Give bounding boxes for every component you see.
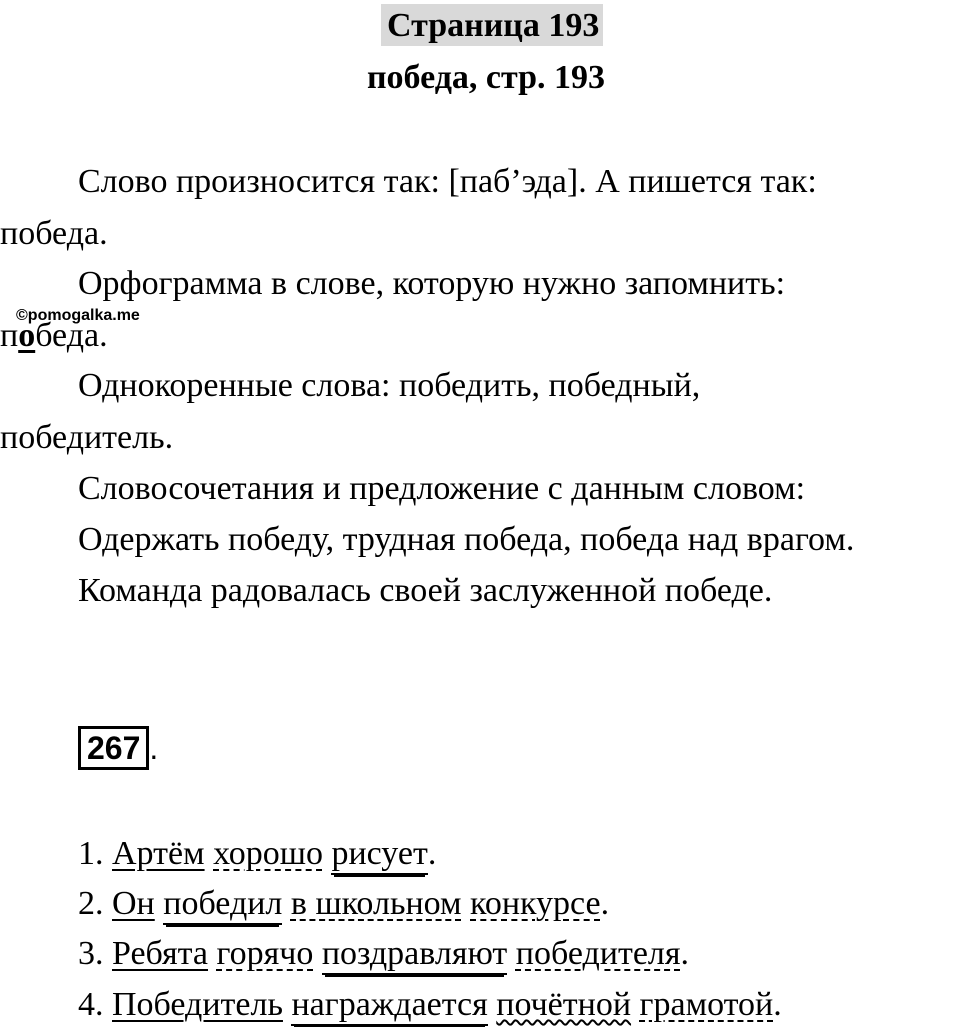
paragraph-pronunciation: Слово произносится так: [паб’эда]. А пишется так: [78, 163, 817, 200]
object-word: победителя [515, 935, 681, 972]
sentence-1 [78, 832, 436, 876]
sentence-end: . [427, 835, 437, 872]
adverbial-word: конкурсе [470, 885, 601, 922]
attribute-word: почётной [496, 986, 632, 1023]
sentence-2 [78, 882, 609, 926]
sentence-end: . [680, 935, 690, 972]
page-title: Страница 193 [381, 4, 603, 46]
word-title: победа, стр. 193 [366, 59, 606, 96]
subject-word: Ребята [112, 935, 209, 972]
orthogram-letter: о [18, 317, 36, 354]
exercise-number-suffix: . [149, 730, 159, 766]
predicate-word: победил [163, 885, 282, 925]
sentence-4 [78, 983, 782, 1027]
subject-word: Он [112, 885, 155, 922]
sentence-number: 2. [78, 885, 104, 922]
predicate-word: поздравляют [322, 935, 507, 975]
predicate-word: рисует [331, 835, 427, 875]
paragraph-pronunciation-cont: победа. [0, 215, 108, 252]
sentence-number: 4. [78, 986, 104, 1023]
paragraph-orthogram: Орфограмма в слове, которую нужно запомнить: [78, 265, 786, 302]
object-word: грамотой [639, 986, 774, 1023]
sentence-number: 1. [78, 835, 104, 872]
exercise-number [78, 726, 158, 770]
predicate-word: награждается [291, 986, 487, 1026]
subject-word: Артём [112, 835, 205, 872]
paragraph-phrases-intro: Словосочетания и предложение с данным словом: [78, 470, 806, 507]
sentence-end: . [773, 986, 782, 1023]
sentence-number: 3. [78, 935, 104, 972]
paragraph-sentence: Команда радовалась своей заслуженной победе. [78, 572, 773, 609]
exercise-number-box: 267 [78, 726, 149, 770]
sentence-end: . [600, 885, 610, 922]
watermark: ©pomogalka.me [16, 307, 140, 324]
paragraph-cognates: Однокоренные слова: победить, победный, [78, 367, 701, 404]
adverbial-word: горячо [216, 935, 314, 972]
subject-word: Победитель [112, 986, 283, 1023]
orthogram-suffix: беда. [35, 317, 108, 354]
paragraph-cognates-cont: победитель. [0, 419, 174, 456]
adverbial-word: хорошо [213, 835, 323, 872]
sentence-3 [78, 932, 689, 976]
paragraph-phrases: Одержать победу, трудная победа, победа над врагом. [78, 521, 855, 558]
orthogram-prefix: п [0, 317, 19, 354]
adverbial-phrase: в школьном [290, 885, 462, 922]
